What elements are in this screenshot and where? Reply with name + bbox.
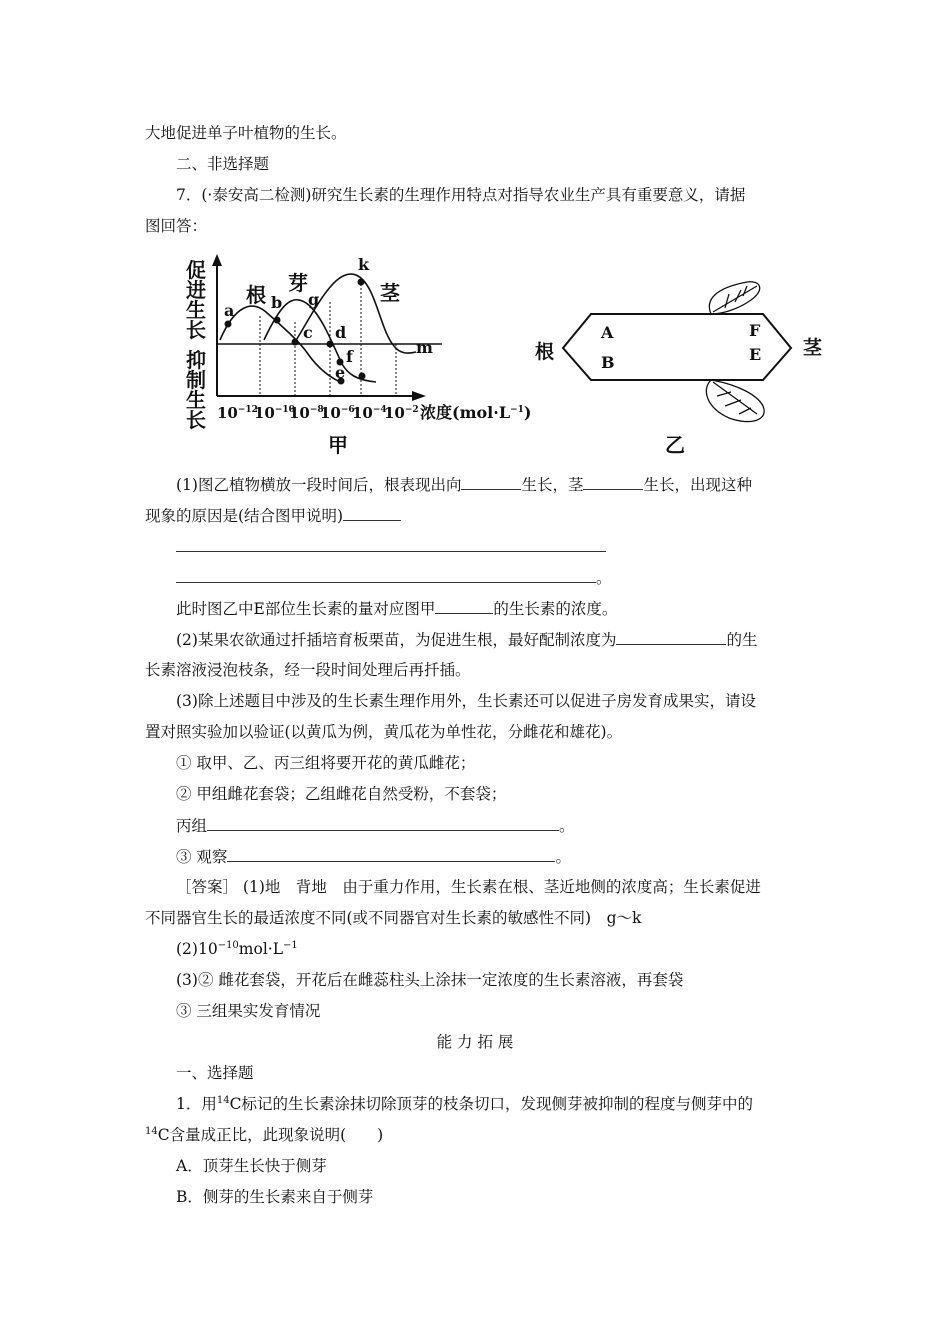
answer-blank-line[interactable] [176, 536, 606, 557]
tick-label: 10 [320, 404, 341, 422]
answer-blank[interactable] [343, 505, 401, 521]
section-heading: 二、非选择题 [176, 155, 270, 173]
svg-text:10−8 [289, 404, 324, 422]
y-label-char: 抑 [186, 348, 206, 372]
region-label: E [749, 345, 762, 364]
tick-exponent: −12 [237, 405, 258, 415]
tick-exponent: −2 [404, 405, 419, 415]
answer-1: ［答案］ (1)地 背地 由于重力作用，生长素在根、茎近地侧的浓度高；生长素促进 [176, 878, 761, 896]
region-label: F [749, 321, 761, 340]
option-b[interactable]: B．侧芽的生长素来自于侧芽 [176, 1188, 374, 1206]
question-2: (2)某果农欲通过扦插培育板栗苗，为促进生根，最好配制浓度为 的生 [176, 631, 758, 649]
figure-caption: 乙 [665, 433, 685, 457]
question-1: (1)图乙植物横放一段时间后，根表现出向 生长，茎 生长，出现这种 [176, 476, 752, 494]
y-label-char: 进 [186, 278, 206, 302]
tick-label: 10 [289, 404, 310, 422]
text-line: 图回答： [145, 217, 208, 235]
svg-text:10−12 [217, 404, 258, 422]
tick-exponent: −10 [274, 405, 295, 415]
question-1-cont: 现象的原因是(结合图甲说明) [145, 505, 401, 526]
figure-jia [180, 250, 550, 460]
answer-blank[interactable] [461, 474, 521, 490]
tick-label: 10 [217, 404, 238, 422]
tick-exponent: −4 [372, 405, 387, 415]
y-label-char: 制 [186, 368, 206, 392]
answer-3-cont: ③ 三组果实发育情况 [176, 1002, 321, 1020]
option-a[interactable]: A．顶芽生长快于侧芽 [176, 1157, 327, 1175]
answer-blank[interactable] [583, 474, 643, 490]
question-7-stem: 7．(·泰安高二检测)研究生长素的生理作用特点对指导农业生产具有重要意义，请据 [176, 186, 746, 204]
step-2: ② 甲组雌花套袋；乙组雌花自然受粉，不套袋； [176, 785, 507, 803]
region-label: B [601, 353, 615, 372]
curve-label-bud: 芽 [288, 271, 308, 295]
problem-1-cont: $^{14}$C含量成正比，此现象说明( ) [145, 1125, 384, 1144]
answer-blank[interactable] [207, 815, 559, 831]
question-2-cont: 长素溶液浸泡枝条，经一段时间处理后再扦插。 [145, 661, 471, 679]
x-axis-label: 浓度(mol·L [420, 403, 511, 422]
point-label: k [358, 255, 370, 274]
section-title: 能 力 拓 展 [436, 1033, 514, 1051]
answer-3: (3)② 雌花套袋，开花后在雌蕊柱头上涂抹一定浓度的生长素溶液，再套袋 [176, 971, 684, 989]
figure-caption: 甲 [328, 433, 348, 457]
leaf-icon [709, 282, 759, 314]
answer-blank[interactable] [616, 629, 726, 645]
tick-label: 10 [254, 404, 275, 422]
y-label-char: 促 [186, 258, 206, 282]
point-label: g [308, 290, 320, 309]
y-label-char: 长 [186, 408, 206, 432]
answer-blank[interactable] [227, 846, 555, 862]
tick-label: 10 [352, 404, 373, 422]
question-3-cont: 置对照实验加以验证(以黄瓜为例，黄瓜花为单性花，分雌花和雄花)。 [145, 723, 623, 741]
stem-label: 茎 [803, 337, 823, 359]
answer-1-cont: 不同器官生长的最适浓度不同(或不同器官对生长素的敏感性不同) g～k [145, 909, 642, 927]
point-label: b [271, 293, 283, 312]
tick-exponent: −8 [309, 405, 324, 415]
point-label: m [416, 338, 433, 357]
tick-exponent: −6 [340, 405, 355, 415]
point-label: a [224, 301, 235, 320]
curve-label-root: 根 [246, 283, 266, 307]
problem-1: 1．用$^{14}$C标记的生长素涂抹切除顶芽的枝条切口，发现侧芽被抑制的程度与侧芽中的 [176, 1094, 753, 1113]
question-3: (3)除上述题目中涉及的生长素生理作用外，生长素还可以促进子房发育成果实，请设 [176, 692, 756, 710]
question-1-e: 此时图乙中E部位生长素的量对应图甲 的生长素的浓度。 [176, 600, 618, 618]
answer-blank-line[interactable]: 。 [176, 567, 612, 588]
svg-text:10−2 [384, 404, 419, 422]
answer-2: $(2)10^{-10}mol\cdot L^{-1}$ [176, 939, 298, 958]
text-line: 大地促进单子叶植物的生长。 [145, 124, 347, 142]
point-label: f [346, 347, 353, 366]
section-heading: 一、选择题 [176, 1064, 254, 1082]
x-axis-label-end: ) [523, 403, 532, 422]
point-label: d [335, 323, 347, 342]
answer-blank[interactable] [435, 598, 493, 614]
point-label: c [303, 323, 313, 342]
figure-yi [525, 280, 835, 460]
step-3: 丙组 。 [176, 817, 575, 835]
tick-label: 10 [384, 404, 405, 422]
point-label: e [335, 363, 346, 382]
y-label-char: 生 [186, 388, 206, 412]
y-label-char: 长 [186, 318, 206, 342]
svg-text:浓度(mol·L−1) [420, 403, 531, 422]
leaf-icon [706, 380, 764, 422]
region-label: A [601, 323, 614, 342]
root-label: 根 [535, 341, 555, 363]
y-label-char: 生 [186, 298, 206, 322]
svg-text:10−6 [320, 404, 355, 422]
svg-text:10−4 [352, 404, 387, 422]
step-4: ③ 观察 。 [176, 848, 571, 866]
curve-label-stem: 茎 [380, 281, 400, 305]
step-1: ① 取甲、乙、丙三组将要开花的黄瓜雌花； [176, 754, 476, 772]
x-axis-label-exponent: −1 [510, 405, 524, 415]
